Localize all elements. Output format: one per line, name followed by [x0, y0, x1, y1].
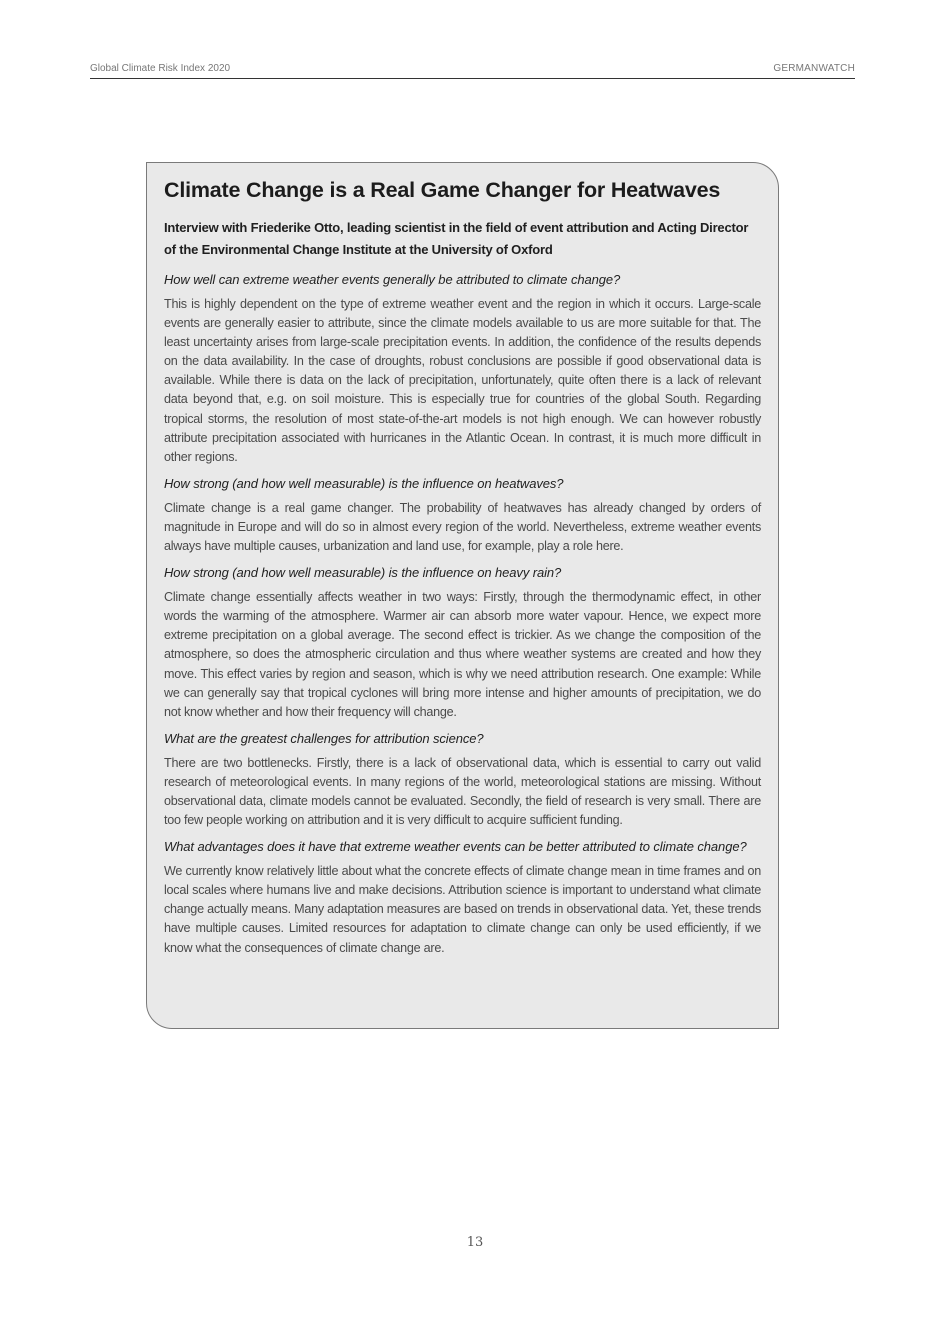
- box-subtitle: Interview with Friederike Otto, leading scientist in the field of event attribution and Acting Director of the Environmental Change Institute at the University of Oxford: [164, 220, 749, 257]
- answer-2: Climate change is a real game changer. The probability of heatwaves has already changed by orders of magnitude in Europe and will do so in almost every region of the world. Nevertheless, extreme weather events always have multiple causes, urbanization and land use, for example, play a role here.: [164, 500, 761, 554]
- running-header: [90, 62, 855, 79]
- answer-4: There are two bottlenecks. Firstly, there is a lack of observational data, which is essential to carry out valid research of meteorological events. In many regions of the world, meteorological stations are missing. Without observational data, climate models cannot be evaluated. Secondly, the field of research is very small. There are too few people working on attribution and it is very difficult to acquire sufficient funding.: [164, 755, 761, 828]
- question-1: How well can extreme weather events generally be attributed to climate change?: [164, 272, 621, 287]
- answer-5: We currently know relatively little about what the concrete effects of climate change mean in time frames and on local scales where humans live and make decisions. Attribution science is important to understand what climate change actually means. Many adaptation measures are based on trends in observational data. Yet, these trends have multiple causes. Limited resources for adaptation to climate change can only be used efficiently, if we know what the consequences of climate change are.: [164, 864, 761, 955]
- interview-box: [146, 162, 779, 1029]
- question-2: How strong (and how well measurable) is the influence on heatwaves?: [164, 475, 564, 491]
- header-report-title: Global Climate Risk Index 2020: [90, 63, 231, 74]
- question-5: What advantages does it have that extreme weather events can be better attributed to climate change?: [164, 839, 747, 855]
- page-number: 13: [466, 1235, 484, 1250]
- box-title: Climate Change is a Real Game Changer for Heatwaves: [164, 178, 721, 202]
- answer-1: This is highly dependent on the type of extreme weather event and the region in which it occurs. Large-scale events are generally easier to attribute, since the climate models available to us are more suitable for that. The least uncertainty arises from large-scale precipitation events. In addition, the confidence of the results depends on the data availability. In the case of droughts, robust conclusions are possible if good observational data is available. While there is data on the lack of precipitation, unfortunately, quite often there is a lack of relevant data beyond that, e.g. on soil moisture. This is especially true for countries of the global South. Regarding tropical storms, the resolution of most state-of-the-art models is not high enough. We can however robustly attribute precipitation associated with hurricanes in the Atlantic Ocean. In contrast, it is much more difficult in other regions.: [164, 297, 761, 464]
- header-organization: GERMANWATCH: [773, 63, 855, 74]
- question-3: How strong (and how well measurable) is the influence on heavy rain?: [164, 565, 562, 581]
- answer-3: Climate change essentially affects weather in two ways: Firstly, through the thermodynamic effect, in other words the warming of the atmosphere. Warmer air can absorb more water vapour. Hence, we expect more extreme precipitation on a global average. The second effect is trickier. As we change the composition of the atmosphere, so does the atmospheric circulation and thus where weather systems are created and how they move. This effect varies by region and season, which is why we need attribution research. One example: While we can generally say that tropical cyclones will bring more intense and higher amounts of precipitation, we do not know whether and how their frequency will change.: [164, 590, 761, 719]
- question-4: What are the greatest challenges for attribution science?: [164, 730, 484, 746]
